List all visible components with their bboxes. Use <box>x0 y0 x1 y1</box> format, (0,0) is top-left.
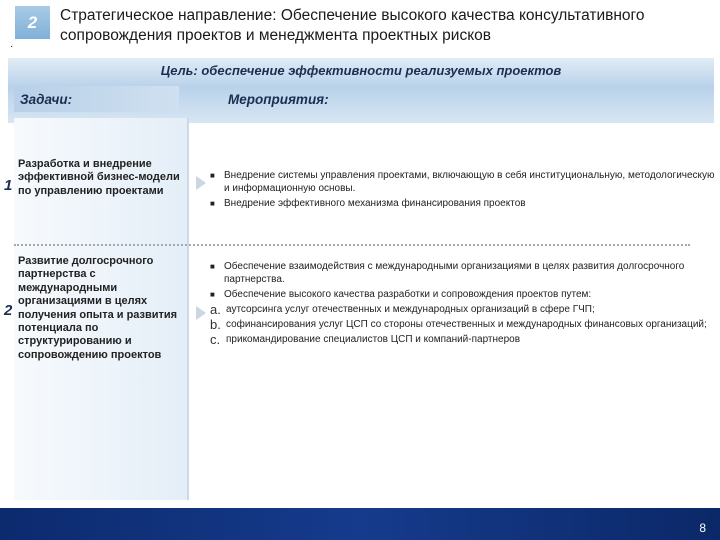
event-text: Обеспечение высокого качества разработки и сопровождения проектов путем: <box>224 289 592 300</box>
square-bullet-icon: ■ <box>210 262 215 271</box>
goal-text: Цель: обеспечение эффективности реализуемых проектов <box>160 63 562 78</box>
event-item <box>210 169 720 195</box>
sub-item-a <box>210 303 720 316</box>
sub-item-label: b. <box>210 317 221 332</box>
event-item <box>210 288 720 301</box>
events-row-1 <box>210 169 720 212</box>
arrow-icon <box>196 176 206 190</box>
sub-item-text: софинансирования услуг ЦСП со стороны отечественных и международных финансовых организаций; <box>226 319 707 330</box>
sub-item-text: аутсорсинга услуг отечественных и международных организаций в сфере ГЧП; <box>226 304 595 315</box>
square-bullet-icon: ■ <box>210 290 215 299</box>
event-item <box>210 197 720 210</box>
sub-item-label: c. <box>210 332 221 347</box>
tasks-header: Задачи: <box>14 86 179 112</box>
event-text: Внедрение системы управления проектами, включающую в себя институциональную, методологическую и информационную основы. <box>224 170 715 194</box>
events-header: Мероприятия: <box>228 91 329 107</box>
row-separator <box>14 244 690 246</box>
slide-title <box>60 6 720 46</box>
row-number-1: 1 <box>4 177 13 194</box>
slide-title-prefix: Стратегическое направление: <box>60 7 277 24</box>
sub-item-c <box>210 333 720 346</box>
sub-item-text: прикомандирование специалистов ЦСП и компаний-партнеров <box>226 334 521 345</box>
task-1: Разработка и внедрение эффективной бизнес-модели по управлению проектами <box>18 158 180 197</box>
arrow-icon <box>196 306 206 320</box>
decorative-dot: · <box>10 41 14 52</box>
footer-bar <box>0 508 720 540</box>
event-text: Обеспечение взаимодействия с международными организациями в целях развития долгосрочного партнерства. <box>224 261 685 285</box>
slide-number-badge: 2 <box>15 6 50 39</box>
page-number: 8 <box>699 521 706 535</box>
row-number-2: 2 <box>4 302 13 319</box>
slide-title-text: Обеспечение высокого качества консультативного сопровождения проектов и менеджмента проектных рисков <box>60 7 645 44</box>
event-text: Внедрение эффективного механизма финансирования проектов <box>224 198 526 209</box>
sub-item-label: a. <box>210 302 221 317</box>
square-bullet-icon: ■ <box>210 199 215 208</box>
square-bullet-icon: ■ <box>210 171 215 180</box>
sub-item-b <box>210 318 720 331</box>
events-row-2 <box>210 260 720 348</box>
task-2: Развитие долгосрочного партнерства с международными организациями в целях получения опыта и развития потенциала по структурированию и сопровождению проектов <box>18 255 178 361</box>
event-item <box>210 260 720 286</box>
